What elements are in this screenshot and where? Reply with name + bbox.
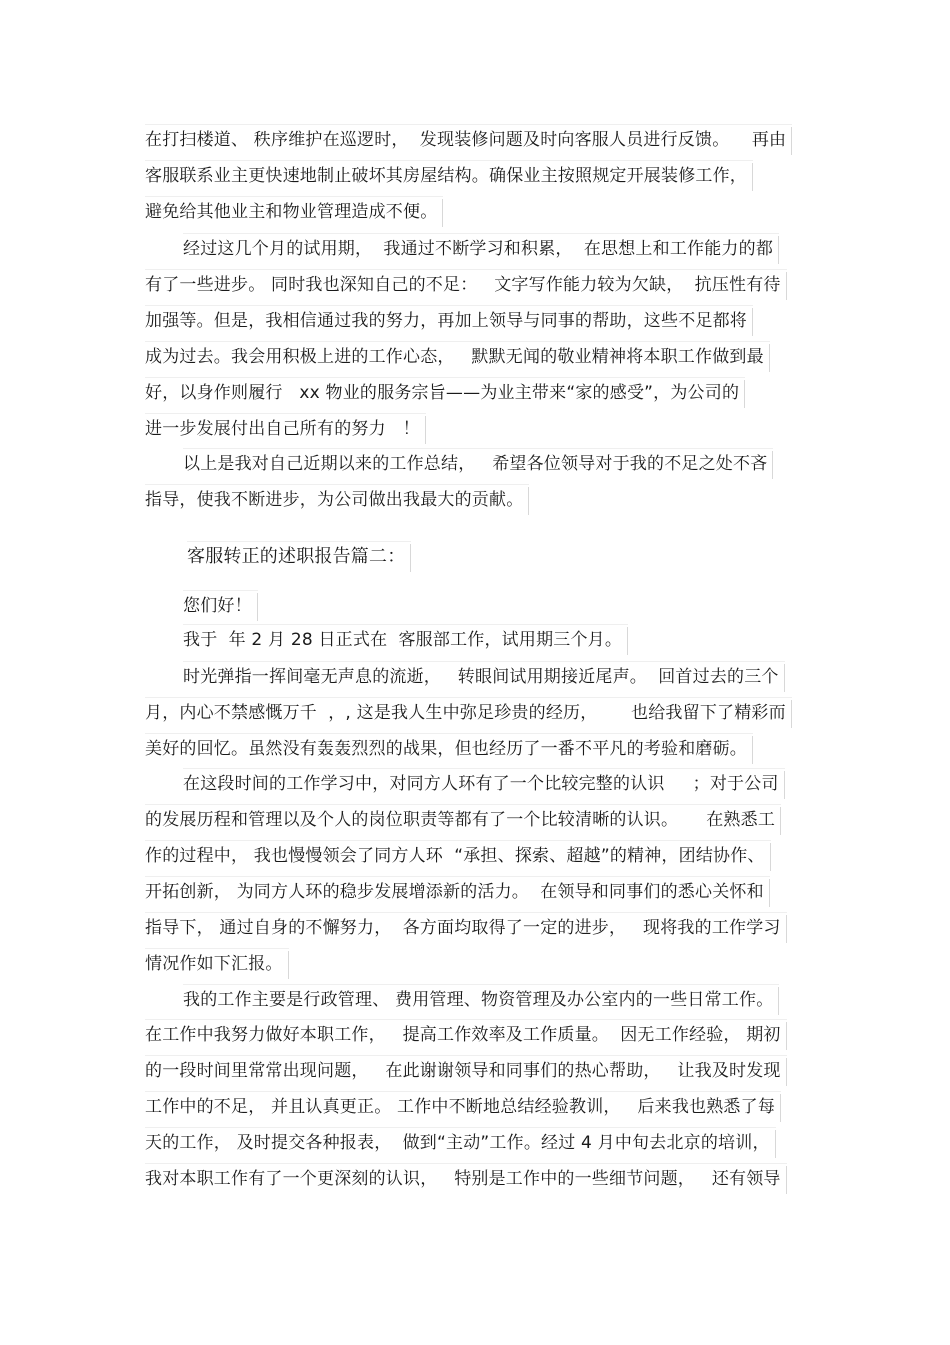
text-line: 有了一些进步。 同时我也深知自己的不足： 文字写作能力较为欠缺， 抗压性有待 [145, 272, 781, 298]
text-line: 时光弹指一挥间毫无声息的流逝， 转眼间试用期接近尾声。 回首过去的三个 [183, 664, 779, 690]
text-line: 美好的回忆。虽然没有轰轰烈烈的战果，但也经历了一番不平凡的考验和磨砺。 [145, 736, 747, 762]
text-line: 好，以身作则履行 xx 物业的服务宗旨——为业主带来“家的感受”，为公司的 [145, 380, 739, 406]
text-line: 以上是我对自己近期以来的工作总结， 希望各位领导对于我的不足之处不吝 [183, 451, 767, 477]
text-line: 月，内心不禁感慨万千 ，, 这是我人生中弥足珍贵的经历， 也给我留下了精彩而 [145, 700, 786, 726]
text-line: 的一段时间里常常出现问题， 在此谢谢领导和同事们的热心帮助， 让我及时发现 [145, 1058, 781, 1084]
text-line: 我的工作主要是行政管理、 费用管理、物资管理及办公室内的一些日常工作。 [183, 987, 773, 1013]
text-line: 进一步发展付出自己所有的努力 ！ [145, 416, 420, 442]
text-line: 作的过程中， 我也慢慢领会了同方人环 “承担、探索、超越”的精神，团结协作、 [145, 843, 765, 869]
text-line: 工作中的不足， 并且认真更正。 工作中不断地总结经验教训， 后来我也熟悉了每 [145, 1094, 775, 1120]
text-line: 天的工作， 及时提交各种报表， 做到“主动”工作。经过 4 月中旬去北京的培训， [145, 1130, 770, 1156]
text-line: 客服联系业主更快速地制止破坏其房屋结构。确保业主按照规定开展装修工作， [145, 163, 747, 189]
text-line: 我对本职工作有了一个更深刻的认识， 特别是工作中的一些细节问题， 还有领导 [145, 1166, 781, 1192]
text-line: 成为过去。我会用积极上进的工作心态， 默默无闻的敬业精神将本职工作做到最 [145, 344, 764, 370]
greeting: 您们好！ [183, 593, 252, 619]
text-line: 的发展历程和管理以及个人的岗位职责等都有了一个比较清晰的认识。 在熟悉工 [145, 807, 775, 833]
text-line: 开拓创新， 为同方人环的稳步发展增添新的活力。 在领导和同事们的悉心关怀和 [145, 879, 764, 905]
text-line: 在工作中我努力做好本职工作， 提高工作效率及工作质量。 因无工作经验， 期初 [145, 1022, 781, 1048]
section-heading: 客服转正的述职报告篇二： [187, 544, 405, 570]
text-line: 指导，使我不断进步，为公司做出我最大的贡献。 [145, 487, 523, 513]
text-line: 在这段时间的工作学习中，对同方人环有了一个比较完整的认识 ；对于公司 [183, 771, 779, 797]
text-line: 加强等。但是，我相信通过我的努力，再加上领导与同事的帮助，这些不足都将 [145, 308, 747, 334]
text-line: 经过这几个月的试用期， 我通过不断学习和积累， 在思想上和工作能力的都 [183, 236, 773, 262]
text-line: 我于 年 2 月 28 日正式在 客服部工作，试用期三个月。 [183, 627, 622, 653]
text-line: 在打扫楼道、 秩序维护在巡逻时， 发现装修问题及时向客服人员进行反馈。 再由 [145, 127, 786, 153]
text-line: 情况作如下汇报。 [145, 951, 283, 977]
text-line: 避免给其他业主和物业管理造成不便。 [145, 199, 437, 225]
text-line: 指导下， 通过自身的不懈努力， 各方面均取得了一定的进步， 现将我的工作学习 [145, 915, 781, 941]
